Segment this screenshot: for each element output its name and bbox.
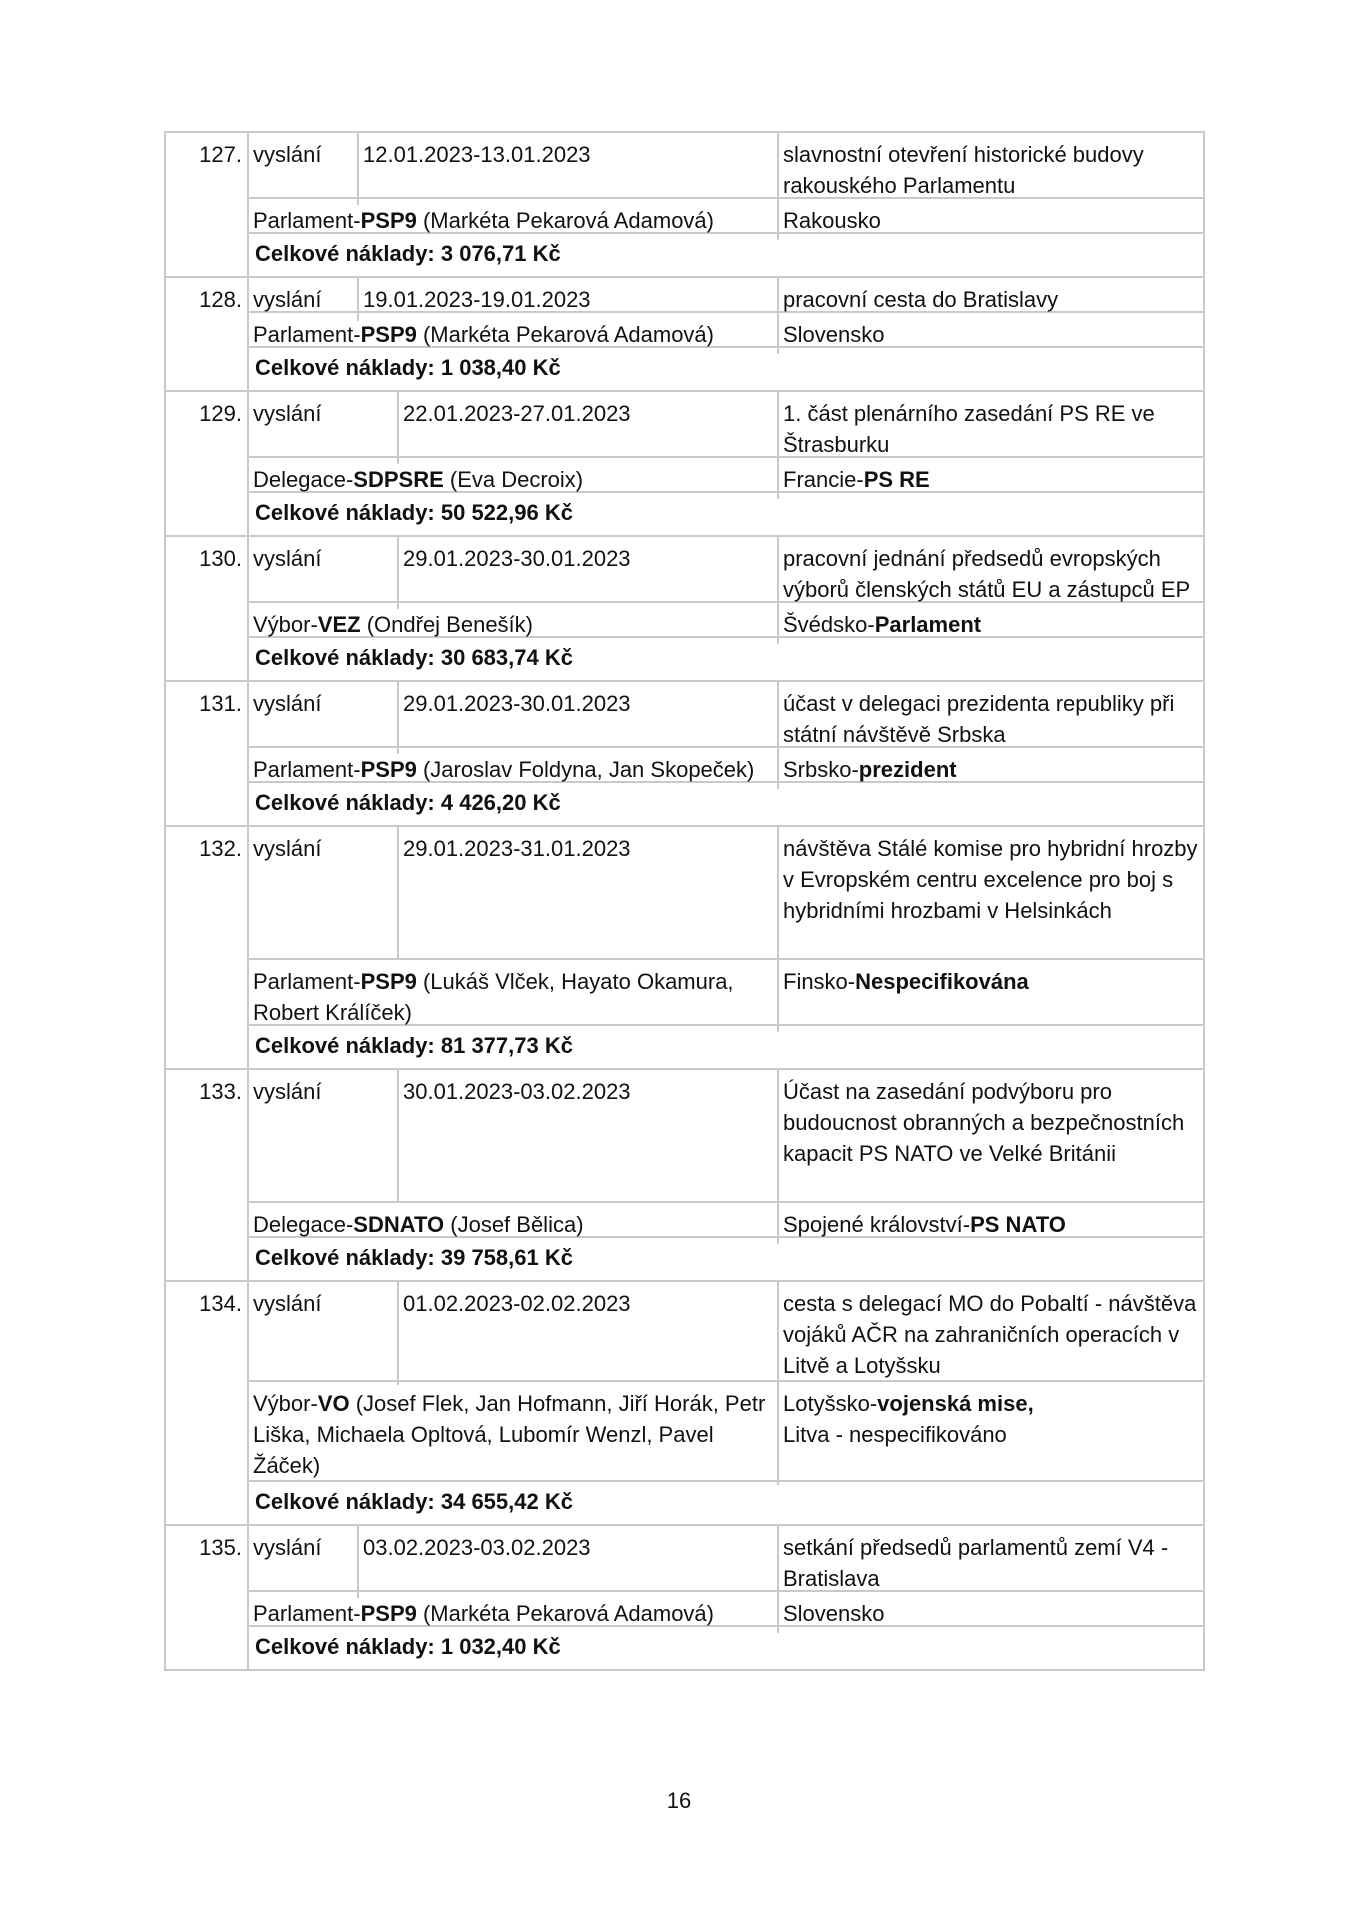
trip-sender: Parlament-PSP9 (Markéta Pekarová Adamová) — [249, 313, 779, 354]
trip-purpose: Účast na zasedání podvýboru pro budoucnost obranných a bezpečnostních kapacit PS NATO ve Velké Británii — [783, 1079, 1185, 1166]
record-number: 133. — [166, 1070, 249, 1280]
trip-destination: Spojené království-PS NATO — [783, 1212, 1066, 1237]
trip-purpose: pracovní jednání předsedů evropských výborů členských států EU a zástupců EP — [783, 546, 1191, 602]
trip-record — [166, 133, 1203, 276]
trip-type: vyslání — [249, 1282, 399, 1385]
trip-sender: Delegace-SDPSRE (Eva Decroix) — [249, 458, 779, 499]
trip-dates: 29.01.2023-31.01.2023 — [403, 836, 631, 861]
trip-dates: 01.02.2023-02.02.2023 — [403, 1291, 631, 1316]
trip-sender: Výbor-VEZ (Ondřej Benešík) — [249, 603, 779, 644]
record-number: 127. — [166, 133, 249, 276]
trip-total-cost: Celkové náklady: 81 377,73 Kč — [255, 1033, 573, 1058]
trip-dates: 29.01.2023-30.01.2023 — [403, 691, 631, 716]
trip-destination: Slovensko — [783, 322, 885, 347]
trip-purpose: 1. část plenárního zasedání PS RE ve Štrasburku — [783, 401, 1155, 457]
trip-type: vyslání — [249, 827, 399, 958]
trip-type: vyslání — [249, 537, 399, 609]
trip-purpose: návštěva Stálé komise pro hybridní hrozby v Evropském centru excelence pro boj s hybridními hrozbami v Helsinkách — [783, 836, 1198, 923]
trip-destination: Srbsko-prezident — [783, 757, 957, 782]
page-number: 16 — [666, 1788, 692, 1813]
trip-destination: Rakousko — [783, 208, 881, 233]
trip-destination: Švédsko-Parlament — [783, 612, 982, 637]
trip-sender: Delegace-SDNATO (Josef Bělica) — [249, 1203, 779, 1244]
trip-total-cost: Celkové náklady: 30 683,74 Kč — [255, 645, 573, 670]
record-number: 129. — [166, 392, 249, 535]
trip-total-cost: Celkové náklady: 34 655,42 Kč — [255, 1489, 573, 1514]
trip-type: vyslání — [249, 278, 359, 321]
trip-dates: 12.01.2023-13.01.2023 — [363, 142, 591, 167]
record-number: 134. — [166, 1282, 249, 1524]
trip-destination: Finsko-Nespecifikována — [783, 969, 1029, 994]
trip-dates: 19.01.2023-19.01.2023 — [363, 287, 591, 312]
trip-purpose: cesta s delegací MO do Pobaltí - návštěva vojáků AČR na zahraničních operacích v Litvě a Lotyšsku — [783, 1291, 1197, 1378]
trip-type: vyslání — [249, 682, 399, 754]
trip-type: vyslání — [249, 1070, 399, 1201]
trip-total-cost: Celkové náklady: 3 076,71 Kč — [255, 241, 561, 266]
record-number: 130. — [166, 537, 249, 680]
trip-total-cost: Celkové náklady: 1 032,40 Kč — [255, 1634, 561, 1659]
record-number: 131. — [166, 682, 249, 825]
trip-destination: Francie-PS RE — [783, 467, 930, 492]
trip-type: vyslání — [249, 1526, 359, 1598]
trip-record — [166, 680, 1203, 825]
trip-record — [166, 1068, 1203, 1280]
trip-destination: Lotyšsko-vojenská mise, Litva - nespecifikováno — [783, 1391, 1034, 1447]
trip-sender: Parlament-PSP9 (Markéta Pekarová Adamová) — [249, 1592, 779, 1633]
record-number: 135. — [166, 1526, 249, 1669]
trip-purpose: slavnostní otevření historické budovy rakouského Parlamentu — [783, 142, 1144, 198]
trip-type: vyslání — [249, 392, 399, 464]
trip-purpose: pracovní cesta do Bratislavy — [783, 287, 1059, 312]
trip-total-cost: Celkové náklady: 39 758,61 Kč — [255, 1245, 573, 1270]
trip-total-cost: Celkové náklady: 4 426,20 Kč — [255, 790, 561, 815]
trip-destination: Slovensko — [783, 1601, 885, 1626]
record-number: 128. — [166, 278, 249, 390]
trip-sender: Parlament-PSP9 (Lukáš Vlček, Hayato Okamura, Robert Králíček) — [249, 960, 779, 1032]
trip-record — [166, 1524, 1203, 1669]
trip-dates: 03.02.2023-03.02.2023 — [363, 1535, 591, 1560]
trips-table — [164, 131, 1205, 1671]
trip-record — [166, 535, 1203, 680]
trip-purpose: účast v delegaci prezidenta republiky při státní návštěvě Srbska — [783, 691, 1175, 747]
trip-total-cost: Celkové náklady: 50 522,96 Kč — [255, 500, 573, 525]
trip-sender: Parlament-PSP9 (Markéta Pekarová Adamová) — [249, 199, 779, 240]
trip-purpose: setkání předsedů parlamentů zemí V4 - Bratislava — [783, 1535, 1169, 1591]
trip-sender: Parlament-PSP9 (Jaroslav Foldyna, Jan Skopeček) — [249, 748, 779, 789]
trip-dates: 29.01.2023-30.01.2023 — [403, 546, 631, 571]
trip-record — [166, 1280, 1203, 1524]
trip-dates: 22.01.2023-27.01.2023 — [403, 401, 631, 426]
trip-record — [166, 276, 1203, 390]
record-number: 132. — [166, 827, 249, 1068]
trip-record — [166, 390, 1203, 535]
trip-sender: Výbor-VO (Josef Flek, Jan Hofmann, Jiří Horák, Petr Liška, Michaela Opltová, Lubomír Wenzl, Pavel Žáček) — [249, 1382, 779, 1485]
trip-dates: 30.01.2023-03.02.2023 — [403, 1079, 631, 1104]
trip-record — [166, 825, 1203, 1068]
trip-total-cost: Celkové náklady: 1 038,40 Kč — [255, 355, 561, 380]
trip-type: vyslání — [249, 133, 359, 205]
